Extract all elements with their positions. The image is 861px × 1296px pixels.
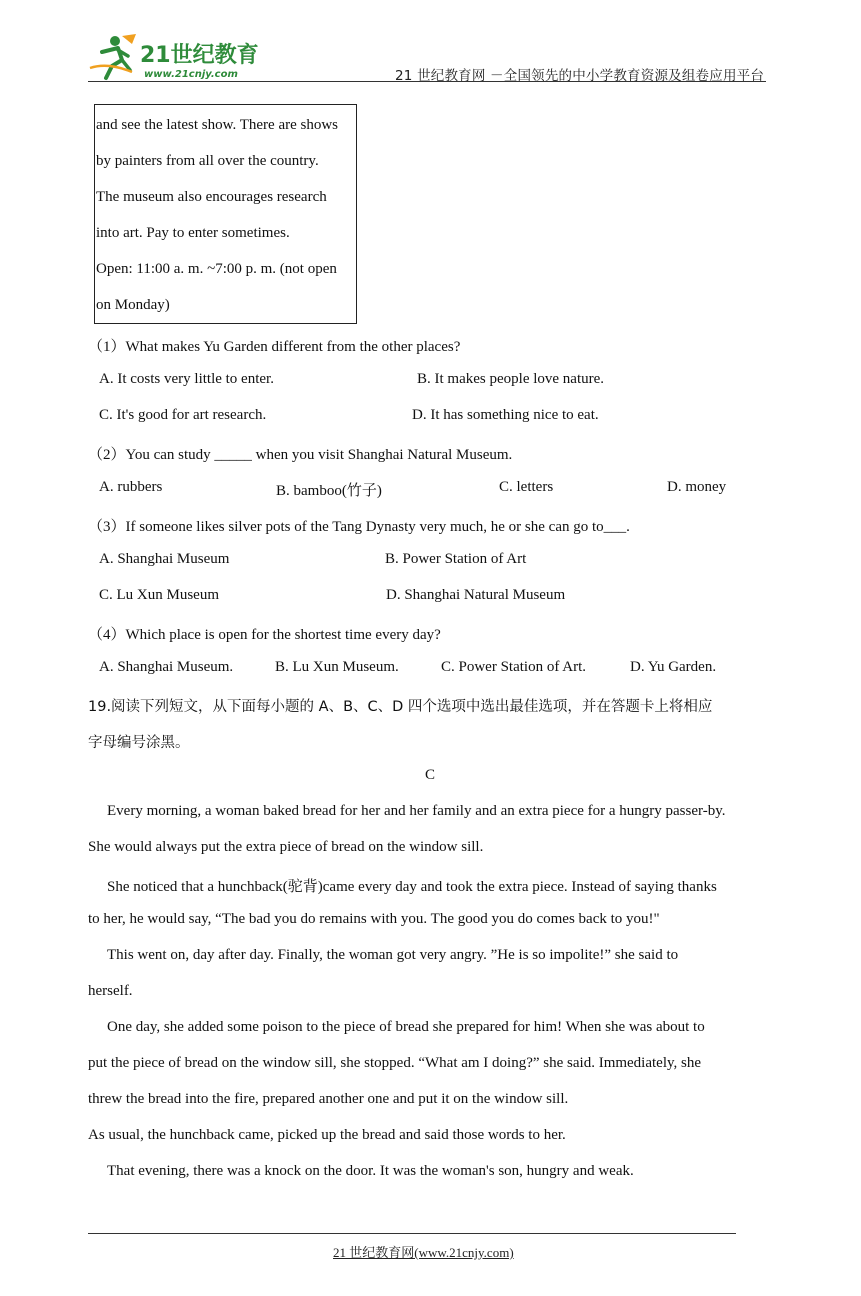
info-line: into art. Pay to enter sometimes. <box>96 225 290 241</box>
header-divider <box>88 81 766 82</box>
question-4-option-d[interactable]: D. Yu Garden. <box>630 659 717 675</box>
footer-link[interactable]: 21 世纪教育网(www.21cnjy.com) <box>333 1245 514 1260</box>
question-1-option-b[interactable]: B. It makes people love nature. <box>417 371 605 387</box>
info-line: by painters from all over the country. <box>96 153 319 169</box>
question-2-option-a[interactable]: A. rubbers <box>99 479 163 495</box>
passage-line: herself. <box>88 983 133 999</box>
logo-title: 21世纪教育 <box>140 43 259 68</box>
passage-line: That evening, there was a knock on the door. It was the woman's son, hungry and weak. <box>107 1163 634 1179</box>
passage-line: One day, she added some poison to the piece of bread she prepared for him! When she was about to <box>107 1019 705 1035</box>
logo-url: www.21cnjy.com <box>144 69 238 80</box>
passage-line: to her, he would say, “The bad you do remains with you. The good you do comes back to you!" <box>88 911 660 927</box>
footer-divider <box>88 1233 736 1234</box>
question-3-prompt: （3）If someone likes silver pots of the Tang Dynasty very much, he or she can go to___. <box>88 519 630 535</box>
question-4-prompt: （4）Which place is open for the shortest time every day? <box>88 627 441 643</box>
question-4-option-c[interactable]: C. Power Station of Art. <box>441 659 586 675</box>
question-3-option-d[interactable]: D. Shanghai Natural Museum <box>386 587 566 603</box>
site-logo <box>88 32 268 82</box>
section-19-instruction-cont: 字母编号涂黑。 <box>88 735 190 751</box>
question-1-option-c[interactable]: C. It's good for art research. <box>99 407 267 423</box>
passage-label: C <box>425 767 436 783</box>
question-3-option-b[interactable]: B. Power Station of Art <box>385 551 527 567</box>
passage-line: threw the bread into the fire, prepared another one and put it on the window sill. <box>88 1091 569 1107</box>
question-1-prompt: （1）What makes Yu Garden different from the other places? <box>88 339 461 355</box>
museum-info-box <box>94 104 357 324</box>
question-4-option-a[interactable]: A. Shanghai Museum. <box>99 659 234 675</box>
question-4-option-b[interactable]: B. Lu Xun Museum. <box>275 659 399 675</box>
question-3-option-a[interactable]: A. Shanghai Museum <box>99 551 230 567</box>
header-tagline: 21 世纪教育网 －全国领先的中小学教育资源及组卷应用平台 <box>395 68 765 84</box>
question-2-option-b[interactable]: B. bamboo(竹子) <box>276 483 382 499</box>
info-line: on Monday) <box>96 297 170 313</box>
passage-line: This went on, day after day. Finally, the woman got very angry. ”He is so impolite!” she said to <box>107 947 679 963</box>
passage-line: As usual, the hunchback came, picked up the bread and said those words to her. <box>88 1127 566 1143</box>
passage-line: put the piece of bread on the window sill, she stopped. “What am I doing?” she said. Immediately, she <box>88 1055 702 1071</box>
question-2-prompt: （2）You can study _____ when you visit Shanghai Natural Museum. <box>88 447 513 463</box>
passage-line: She noticed that a hunchback(驼背)came every day and took the extra piece. Instead of saying thanks <box>107 879 717 895</box>
question-1-option-a[interactable]: A. It costs very little to enter. <box>99 371 274 387</box>
passage-line: Every morning, a woman baked bread for her and her family and an extra piece for a hungry passer-by. <box>107 803 726 819</box>
question-3-option-c[interactable]: C. Lu Xun Museum <box>99 587 219 603</box>
info-line: The museum also encourages research <box>96 189 327 205</box>
info-line: and see the latest show. There are shows <box>96 117 339 133</box>
passage-line: She would always put the extra piece of bread on the window sill. <box>88 839 484 855</box>
running-person-icon <box>90 34 136 78</box>
section-19-instruction: 19.阅读下列短文，从下面每小题的 A、B、C、D 四个选项中选出最佳选项，并在答题卡上将相应 <box>88 699 713 715</box>
question-2-option-d[interactable]: D. money <box>667 479 727 495</box>
info-line: Open: 11:00 a. m. ~7:00 p. m. (not open <box>96 261 337 277</box>
question-2-option-c[interactable]: C. letters <box>499 479 554 495</box>
question-1-option-d[interactable]: D. It has something nice to eat. <box>412 407 599 423</box>
